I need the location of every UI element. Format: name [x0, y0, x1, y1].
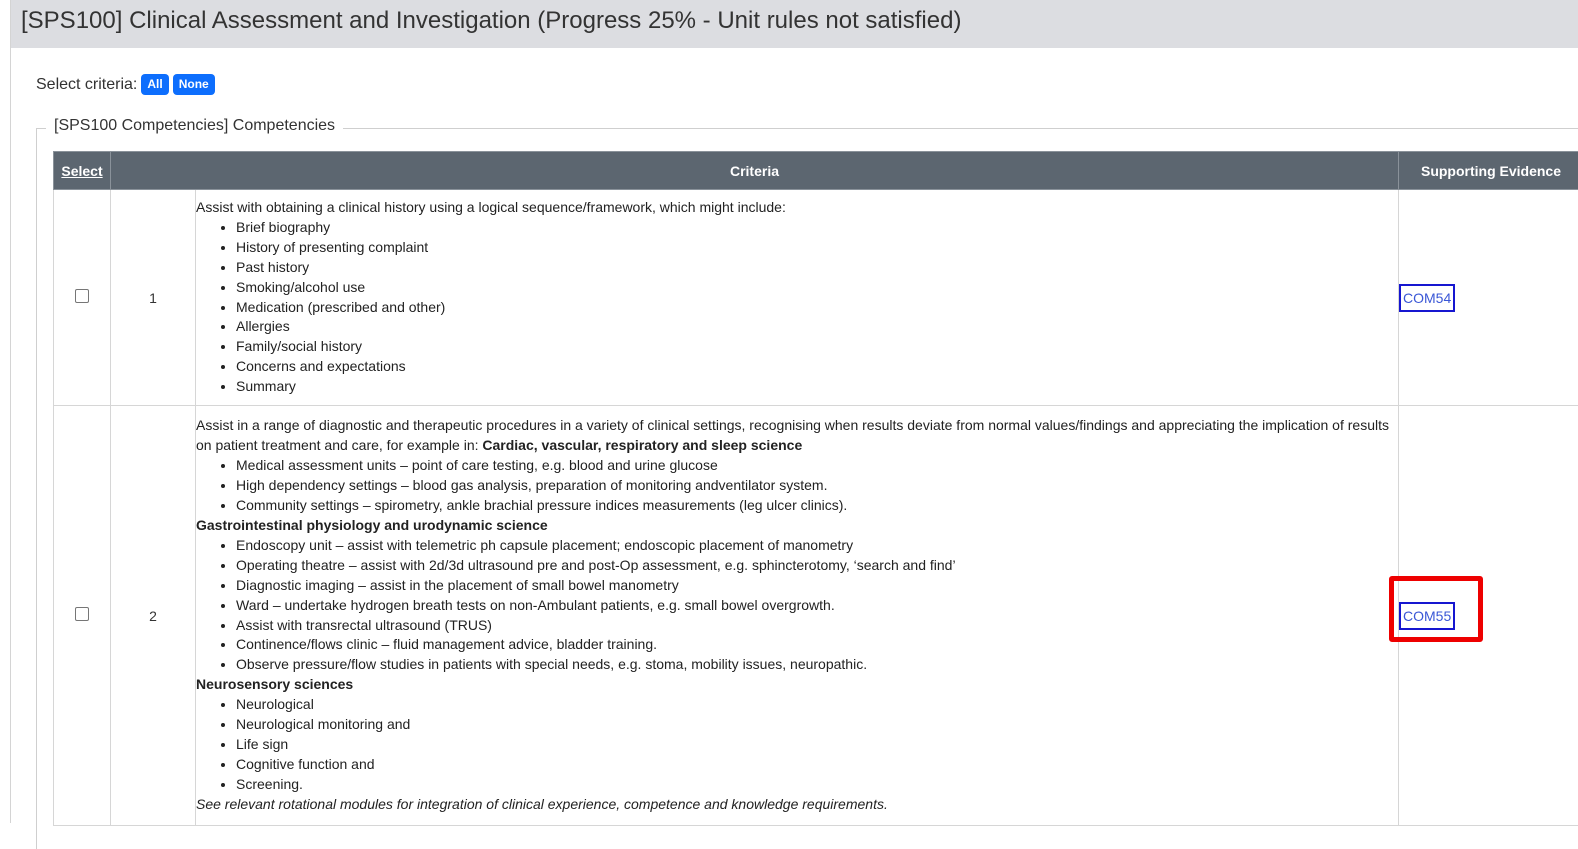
criteria-intro: Assist with obtaining a clinical history using a logical sequence/framework, which might include: — [196, 198, 1398, 218]
list-item: • Neurological — [236, 695, 1398, 715]
row-1-checkbox[interactable] — [75, 289, 89, 303]
page-title: [SPS100] Clinical Assessment and Investigation (Progress 25% - Unit rules not satisfied) — [21, 7, 961, 35]
select-column-header[interactable]: Select — [54, 152, 111, 190]
criteria-list — [196, 456, 1398, 516]
list-item: • High dependency settings – blood gas analysis, preparation of monitoring andventilator system. — [236, 476, 1398, 496]
left-page-border — [10, 0, 11, 823]
select-none-button[interactable]: None — [173, 74, 215, 95]
evidence-column-header: Supporting Evidence — [1399, 152, 1578, 190]
group-heading-neuro — [196, 675, 1398, 695]
list-item: • History of presenting complaint — [236, 238, 1398, 258]
list-item: • Summary — [236, 377, 1398, 397]
unit-header — [11, 0, 1578, 48]
criteria-note — [196, 795, 1398, 815]
criteria-text — [196, 406, 1399, 826]
criteria-text — [196, 190, 1399, 406]
list-item: • Ward – undertake hydrogen breath tests on non-Ambulant patients, e.g. small bowel overgrowth. — [236, 596, 1398, 616]
group-heading-gastro — [196, 516, 1398, 536]
list-item: • Assist with transrectal ultrasound (TRUS) — [236, 616, 1398, 636]
select-criteria-bar — [36, 74, 215, 95]
table-row — [54, 406, 1578, 826]
table-row — [54, 190, 1578, 406]
select-criteria-label: Select criteria: — [36, 76, 137, 94]
list-item: • Cognitive function and — [236, 755, 1398, 775]
group-heading-cardiac: Cardiac, vascular, respiratory and sleep science — [482, 437, 802, 453]
criteria-note-text: See relevant rotational modules for integration of clinical experience, competence and knowledge requirements. — [196, 796, 888, 812]
criteria-intro — [196, 416, 1398, 456]
list-item: • Diagnostic imaging – assist in the placement of small bowel manometry — [236, 576, 1398, 596]
criteria-list — [196, 536, 1398, 675]
list-item: • Continence/flows clinic – fluid management advice, bladder training. — [236, 635, 1398, 655]
evidence-cell — [1399, 190, 1578, 406]
list-item: • Family/social history — [236, 337, 1398, 357]
list-item: • Endoscopy unit – assist with telemetric ph capsule placement; endoscopic placement of manometry — [236, 536, 1398, 556]
group-heading-neuro-text: Neurosensory sciences — [196, 676, 353, 692]
table-header-row — [54, 152, 1578, 190]
list-item: • Medication (prescribed and other) — [236, 298, 1398, 318]
row-number: 2 — [111, 406, 196, 826]
select-cell — [54, 190, 111, 406]
list-item: • Neurological monitoring and — [236, 715, 1398, 735]
select-cell — [54, 406, 111, 826]
list-item: • Smoking/alcohol use — [236, 278, 1398, 298]
list-item: • Medical assessment units – point of care testing, e.g. blood and urine glucose — [236, 456, 1398, 476]
list-item: • Past history — [236, 258, 1398, 278]
criteria-table — [53, 151, 1578, 826]
list-item: • Observe pressure/flow studies in patients with special needs, e.g. stoma, mobility issues, neuropathic. — [236, 655, 1398, 675]
row-2-checkbox[interactable] — [75, 607, 89, 621]
list-item: • Operating theatre – assist with 2d/3d ultrasound pre and post-Op assessment, e.g. sphincterotomy, ‘search and find’ — [236, 556, 1398, 576]
criteria-list — [196, 695, 1398, 795]
select-all-button[interactable]: All — [141, 74, 168, 95]
list-item: • Screening. — [236, 775, 1398, 795]
list-item: • Brief biography — [236, 218, 1398, 238]
list-item: • Concerns and expectations — [236, 357, 1398, 377]
criteria-list — [196, 218, 1398, 397]
list-item: • Community settings – spirometry, ankle brachial pressure indices measurements (leg ulcer clinics). — [236, 496, 1398, 516]
highlight-box — [1389, 576, 1483, 642]
group-heading-gastro-text: Gastrointestinal physiology and urodynamic science — [196, 517, 548, 533]
list-item: • Life sign — [236, 735, 1398, 755]
competencies-legend: [SPS100 Competencies] Competencies — [46, 117, 343, 135]
evidence-link-com54[interactable]: COM54 — [1399, 284, 1455, 312]
list-item: • Allergies — [236, 317, 1398, 337]
evidence-link-com55[interactable]: COM55 — [1399, 602, 1455, 630]
criteria-intro-text: Assist in a range of diagnostic and therapeutic procedures in a variety of clinical settings, recognising when results deviate from normal values/findings and appreciating the implication of results on patient treatment and care, for example in: — [196, 417, 1389, 453]
row-number: 1 — [111, 190, 196, 406]
criteria-column-header: Criteria — [111, 152, 1399, 190]
